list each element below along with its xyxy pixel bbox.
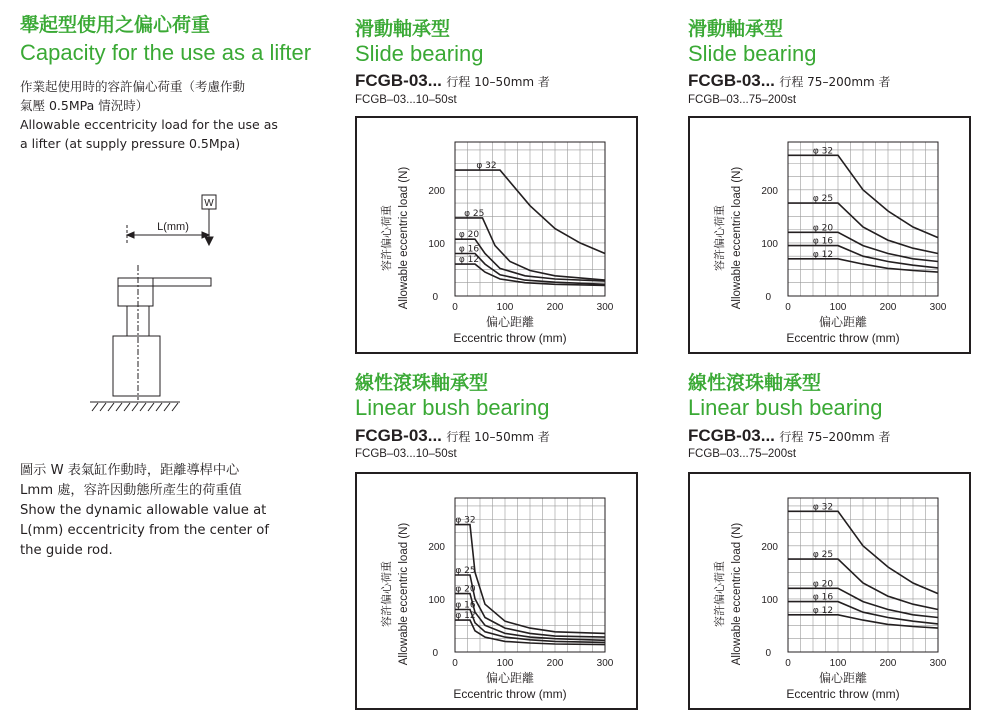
chart-panel-linear-10-50 [355,472,638,710]
y-tick-label: 100 [428,594,445,606]
section-3-model: FCGB-03... 行程 10–50mm 者 [355,426,550,445]
series-label: φ 25 [464,208,485,219]
x-tick-label: 200 [546,658,564,669]
y-axis-title-zh: 容許偏心荷重 [713,205,726,271]
series-label: φ 12 [812,249,834,260]
x-tick-label: 300 [596,658,614,669]
section-2-title-en: Slide bearing [688,41,817,66]
distance-label: L(mm) [157,221,189,233]
y-tick-label: 200 [761,541,778,553]
section-4-title-en: Linear bush bearing [688,395,883,420]
series-label: φ 32 [476,161,497,172]
page-title-zh: 舉起型使用之偏心荷重 [20,14,211,36]
y-axis-title-zh: 容許偏心荷重 [713,561,726,627]
section-1-title-en: Slide bearing [355,41,484,66]
series-label: φ 32 [812,146,834,157]
y-axis-title: Allowable eccentric load (N) [398,166,410,310]
section-2-model: FCGB-03... 行程 75–200mm 者 [688,71,891,90]
series-label: φ 16 [812,236,834,247]
section-1-model: FCGB-03... 行程 10–50mm 者 [355,71,550,90]
lifter-diagram [80,185,214,425]
section-1-code: FCGB–03...10–50st [355,94,457,106]
series-label: φ 25 [812,550,834,561]
series-label: φ 25 [812,194,834,205]
x-tick-label: 200 [879,658,897,669]
desc-line-3: Show the dynamic allowable value at [20,503,267,518]
x-tick-label: 100 [829,658,847,669]
y-tick-label: 100 [761,238,778,250]
x-tick-label: 0 [452,658,458,669]
x-axis-title-zh: 偏心距離 [485,315,535,329]
series-label: φ 32 [812,502,834,513]
y-tick-label: 0 [432,292,438,303]
page-title-en: Capacity for the use as a lifter [20,40,312,65]
chart-svg-2 [690,118,973,356]
chart-svg-1 [357,118,640,356]
chart-svg-3 [357,474,640,712]
y-axis-title: Allowable eccentric load (N) [731,522,743,666]
series-label: φ 12 [812,605,834,616]
intro-line-3: Allowable eccentricity load for the use as [20,117,278,132]
section-3-code: FCGB–03...10–50st [355,448,457,460]
desc-line-2: Lmm 處，容許因動態所產生的荷重值 [20,483,242,498]
y-axis-title: Allowable eccentric load (N) [398,522,410,666]
y-tick-label: 200 [761,185,778,197]
desc-line-4: L(mm) eccentricity from the center of [20,523,269,538]
series-label: φ 20 [458,230,480,241]
series-label: φ 16 [455,600,476,611]
x-axis-title-zh: 偏心距離 [818,671,868,685]
x-tick-label: 0 [785,302,791,313]
chart-panel-linear-75-200 [688,472,971,710]
x-tick-label: 300 [929,658,947,669]
desc-line-5: the guide rod. [20,543,113,558]
description [20,461,310,561]
series-label: φ 25 [455,566,476,576]
x-tick-label: 200 [546,302,564,313]
x-tick-label: 100 [829,302,847,313]
section-4-code: FCGB–03...75–200st [688,448,797,460]
x-axis-title: Eccentric throw (mm) [786,331,900,345]
intro-line-2: 氣壓 0.5MPa 情況時） [20,98,149,113]
y-tick-label: 100 [761,594,778,606]
section-4-model: FCGB-03... 行程 75–200mm 者 [688,426,891,445]
y-axis-title: Allowable eccentric load (N) [731,166,743,310]
y-axis-title-zh: 容許偏心荷重 [380,205,393,271]
x-axis-title: Eccentric throw (mm) [453,331,567,345]
x-tick-label: 300 [929,302,947,313]
intro-line-1: 作業起使用時的容許偏心荷重（考慮作動 [20,79,246,94]
series-label: φ 12 [455,611,476,622]
series-label: φ 20 [455,584,476,595]
chart-panel-slide-75-200 [688,116,971,354]
x-tick-label: 100 [496,658,514,669]
chart-svg-4 [690,474,973,712]
series-label: φ 32 [455,515,476,526]
y-tick-label: 100 [428,238,445,250]
y-tick-label: 0 [432,648,438,659]
x-tick-label: 0 [785,658,791,669]
y-tick-label: 0 [765,648,771,659]
x-axis-title: Eccentric throw (mm) [786,687,900,701]
x-tick-label: 300 [596,302,614,313]
x-tick-label: 200 [879,302,897,313]
load-label: W [204,198,214,209]
chart-panel-slide-10-50 [355,116,638,354]
section-2-title-zh: 滑動軸承型 [688,18,784,40]
x-tick-label: 0 [452,302,458,313]
series-label: φ 20 [812,579,834,590]
section-4-title-zh: 線性滾珠軸承型 [688,372,822,394]
y-axis-title-zh: 容許偏心荷重 [380,561,393,627]
section-2-code: FCGB–03...75–200st [688,94,797,106]
series-label: φ 16 [458,244,480,255]
x-axis-title: Eccentric throw (mm) [453,687,567,701]
series-label: φ 20 [812,223,834,234]
intro-line-4: a lifter (at supply pressure 0.5Mpa) [20,136,241,151]
series-label: φ 12 [458,255,480,266]
y-tick-label: 200 [428,185,445,197]
series-label: φ 16 [812,592,834,603]
y-tick-label: 200 [428,541,445,553]
desc-line-1: 圖示 W 表氣缸作動時，距離導桿中心 [20,463,240,478]
section-1-title-zh: 滑動軸承型 [355,18,451,40]
x-axis-title-zh: 偏心距離 [818,315,868,329]
x-tick-label: 100 [496,302,514,313]
y-tick-label: 0 [765,292,771,303]
x-axis-title-zh: 偏心距離 [485,671,535,685]
section-3-title-zh: 線性滾珠軸承型 [355,372,489,394]
section-3-title-en: Linear bush bearing [355,395,550,420]
